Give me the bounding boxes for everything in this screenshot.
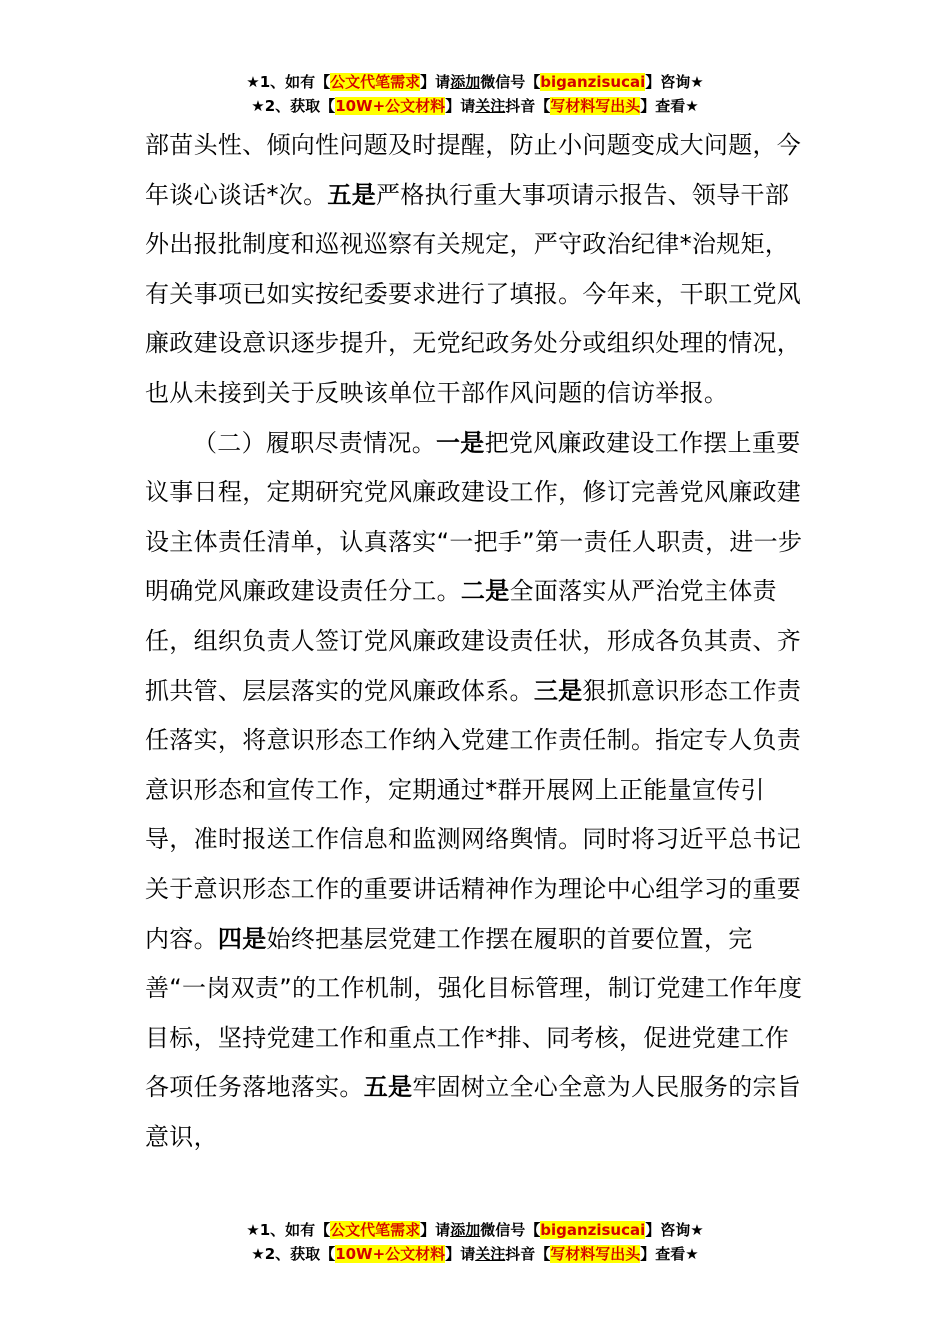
banner-line-2 <box>0 1242 950 1266</box>
banner-text: 】咨询★ <box>645 1221 704 1239</box>
banner-line-2 <box>0 94 950 118</box>
bold-marker: 三是 <box>533 676 583 705</box>
banner-text: 】请 <box>420 73 451 91</box>
paragraph-2: （二）履职尽责情况。一是把党风廉政建设工作摆上重要议事日程，定期研究党风廉政建设工作，修订完善党风廉政建设主体责任清单，认真落实“一把手”第一责任人职责，进一步明确党风廉政建设责任分工。二是全面落实从严治党主体责任，组织负责人签订党风廉政建设责任状，形成各负其责、齐抓共管、层层落实的党风廉政体系。三是狠抓意识形态工作责任落实，将意识形态工作纳入党建工作责任制。指定专人负责意识形态和宣传工作，定期通过*群开展网上正能量宣传引导，准时报送工作信息和监测网络舆情。同时将习近平总书记关于意识形态工作的重要讲话精神作为理论中心组学习的重要内容。四是始终把基层党建工作摆在履职的首要位置，完善“一岗双责”的工作机制，强化目标管理，制订党建工作年度目标，坚持党建工作和重点工作*排、同考核，促进党建工作各项任务落地落实。五是牢固树立全心全意为人民服务的宗旨意识， <box>145 428 803 1151</box>
banner-text: 】咨询★ <box>645 73 704 91</box>
paragraph-1: 部苗头性、倾向性问题及时提醒，防止小问题变成大问题，今年谈心谈话*次。五是严格执行重大事项请示报告、领导干部外出报批制度和巡视巡察有关规定，严守政治纪律*治规矩，有关事项已如实按纪委要求进行了填报。今年来，干职工党风廉政建设意识逐步提升，无党纪政务处分或组织处理的情况，也从未接到关于反映该单位干部作风问题的信访举报。 <box>145 131 802 407</box>
highlight-text: 写材料写出头 <box>550 1245 641 1263</box>
banner-text: ★2、获取【 <box>251 1245 336 1263</box>
bold-marker: 五是 <box>363 1073 413 1102</box>
bold-marker: 五是 <box>327 180 377 209</box>
highlight-text: 写材料写出头 <box>550 97 641 115</box>
banner-text: 】请 <box>420 1221 451 1239</box>
banner-text: ★2、获取【 <box>251 97 336 115</box>
banner-text: 微信号【 <box>480 1221 541 1239</box>
highlight-text: 10W+公文材料 <box>335 97 446 115</box>
banner-text: 】请 <box>445 97 476 115</box>
banner-line-1 <box>0 70 950 94</box>
highlight-text: biganzisucai <box>540 1221 646 1239</box>
banner-text: 微信号【 <box>480 73 541 91</box>
document-body <box>145 121 805 1162</box>
underlined-text: 关注 <box>475 1245 506 1263</box>
banner-text: 抖音【 <box>505 1245 551 1263</box>
banner-text: ★1、如有【 <box>246 1221 331 1239</box>
highlight-text: 公文代笔需求 <box>330 1221 421 1239</box>
bold-marker: 一是 <box>436 428 485 457</box>
banner-text: 】查看★ <box>640 1245 699 1263</box>
underlined-text: 关注 <box>475 97 506 115</box>
highlight-text: biganzisucai <box>540 73 646 91</box>
underlined-text: 添加 <box>450 1221 481 1239</box>
header-banner <box>0 70 950 118</box>
highlight-text: 公文代笔需求 <box>330 73 421 91</box>
bold-marker: 四是 <box>217 924 267 953</box>
banner-text: 】查看★ <box>640 97 699 115</box>
footer-banner <box>0 1218 950 1266</box>
underlined-text: 添加 <box>450 73 481 91</box>
banner-line-1 <box>0 1218 950 1242</box>
banner-text: ★1、如有【 <box>246 73 331 91</box>
highlight-text: 10W+公文材料 <box>335 1245 446 1263</box>
banner-text: 】请 <box>445 1245 476 1263</box>
banner-text: 抖音【 <box>505 97 551 115</box>
bold-marker: 二是 <box>460 577 510 606</box>
